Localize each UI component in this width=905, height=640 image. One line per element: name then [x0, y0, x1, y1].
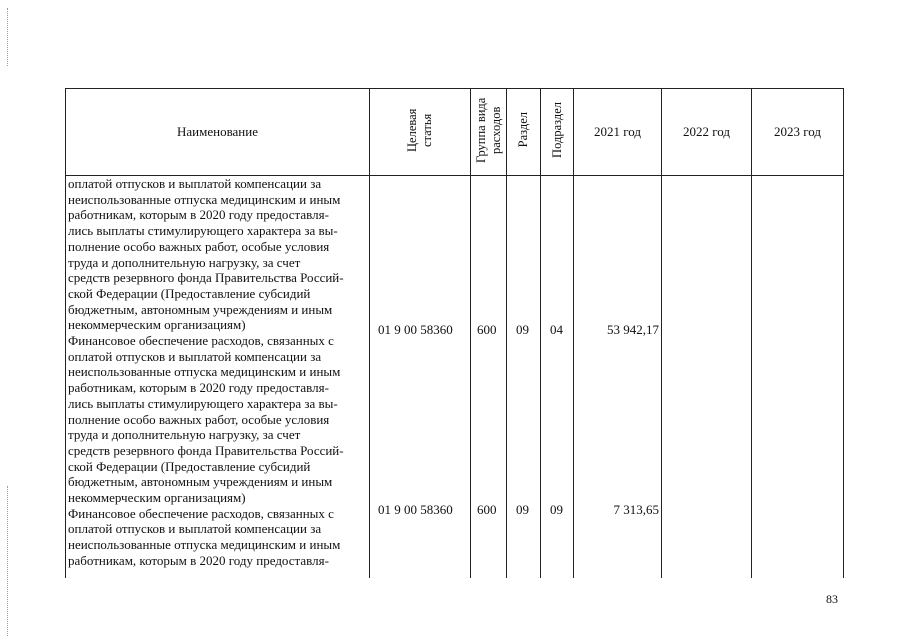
header-target-article [370, 89, 471, 176]
description-line: Финансовое обеспечение расходов, связанных с [68, 333, 334, 349]
row2-target-article: 01 9 00 58360 [378, 502, 453, 517]
description-line: неиспользованные отпуска медицинским и иным [68, 537, 341, 553]
section-cell [507, 176, 541, 579]
header-year-2022 [662, 89, 752, 176]
description-line: бюджетным, автономным учреждениям и иным [68, 474, 333, 490]
table-header-row [66, 89, 844, 176]
row1-amount-2021: 53 942,17 [607, 322, 659, 337]
header-section [507, 89, 541, 176]
description-line: лись выплаты стимулирующего характера за вы- [68, 223, 338, 239]
description-line: ской Федерации (Предоставление субсидий [68, 458, 311, 474]
subsection-cell [541, 176, 574, 579]
name-cell [66, 176, 370, 579]
header-year-2023-label: 2023 год [774, 124, 821, 139]
header-year-2021-label: 2021 год [594, 124, 641, 139]
header-expense-group-label: Группа вида расходов [473, 97, 503, 163]
row2-expense-group: 600 [477, 502, 497, 517]
description-line: некоммерческим организациям) [68, 317, 246, 333]
header-name-label: Наименование [177, 124, 258, 139]
table-body-row [66, 176, 844, 579]
binding-margin-mark [7, 486, 8, 636]
amount-2021-cell [574, 176, 662, 579]
header-expense-group [471, 89, 507, 176]
amount-2023-cell [752, 176, 844, 579]
expense-group-cell [471, 176, 507, 579]
row2-amount-2021: 7 313,65 [613, 502, 659, 517]
description-line: полнение особо важных работ, особые условия [68, 238, 330, 254]
description-line: ской Федерации (Предоставление субсидий [68, 285, 311, 301]
description-line: Финансовое обеспечение расходов, связанных с [68, 505, 334, 521]
header-target-article-label: Целевая статья [405, 108, 434, 152]
row1-target-article: 01 9 00 58360 [378, 322, 453, 337]
description-line: неиспользованные отпуска медицинским и иным [68, 364, 341, 380]
description-line: оплатой отпусков и выплатой компенсации за [68, 521, 322, 537]
header-section-label: Раздел [516, 112, 530, 148]
description-line: бюджетным, автономным учреждениям и иным [68, 301, 333, 317]
row1-expense-group: 600 [477, 322, 497, 337]
target-article-cell [370, 176, 471, 579]
row2-subsection: 09 [550, 502, 563, 517]
row1-subsection: 04 [550, 322, 563, 337]
row1-section: 09 [516, 322, 529, 337]
header-year-2021 [574, 89, 662, 176]
description-line: некоммерческим организациям) [68, 490, 246, 506]
description-line: средств резервного фонда Правительства Россий- [68, 442, 344, 458]
entry-description [66, 176, 369, 569]
header-subsection-label: Подраздел [549, 102, 564, 158]
description-line: лись выплаты стимулирующего характера за вы- [68, 395, 338, 411]
description-line: оплатой отпусков и выплатой компенсации за [68, 348, 322, 364]
description-line: труда и дополнительную нагрузку, за счет [68, 427, 301, 443]
description-line: работникам, которым в 2020 году предоставля- [68, 380, 329, 396]
description-line: полнение особо важных работ, особые условия [68, 411, 330, 427]
header-year-2023 [752, 89, 844, 176]
amount-2022-cell [662, 176, 752, 579]
header-year-2022-label: 2022 год [683, 124, 730, 139]
header-subsection [541, 89, 574, 176]
description-line: работникам, которым в 2020 году предоставля- [68, 552, 329, 568]
description-line: работникам, которым в 2020 году предоставля- [68, 207, 329, 223]
row2-section: 09 [516, 502, 529, 517]
binding-margin-mark [7, 8, 8, 66]
page-number: 83 [826, 592, 838, 606]
budget-table [65, 88, 844, 578]
header-name [66, 89, 370, 176]
description-line: оплатой отпусков и выплатой компенсации за [68, 176, 322, 191]
description-line: неиспользованные отпуска медицинским и иным [68, 191, 341, 207]
description-line: средств резервного фонда Правительства Россий- [68, 270, 344, 286]
description-line: труда и дополнительную нагрузку, за счет [68, 254, 301, 270]
